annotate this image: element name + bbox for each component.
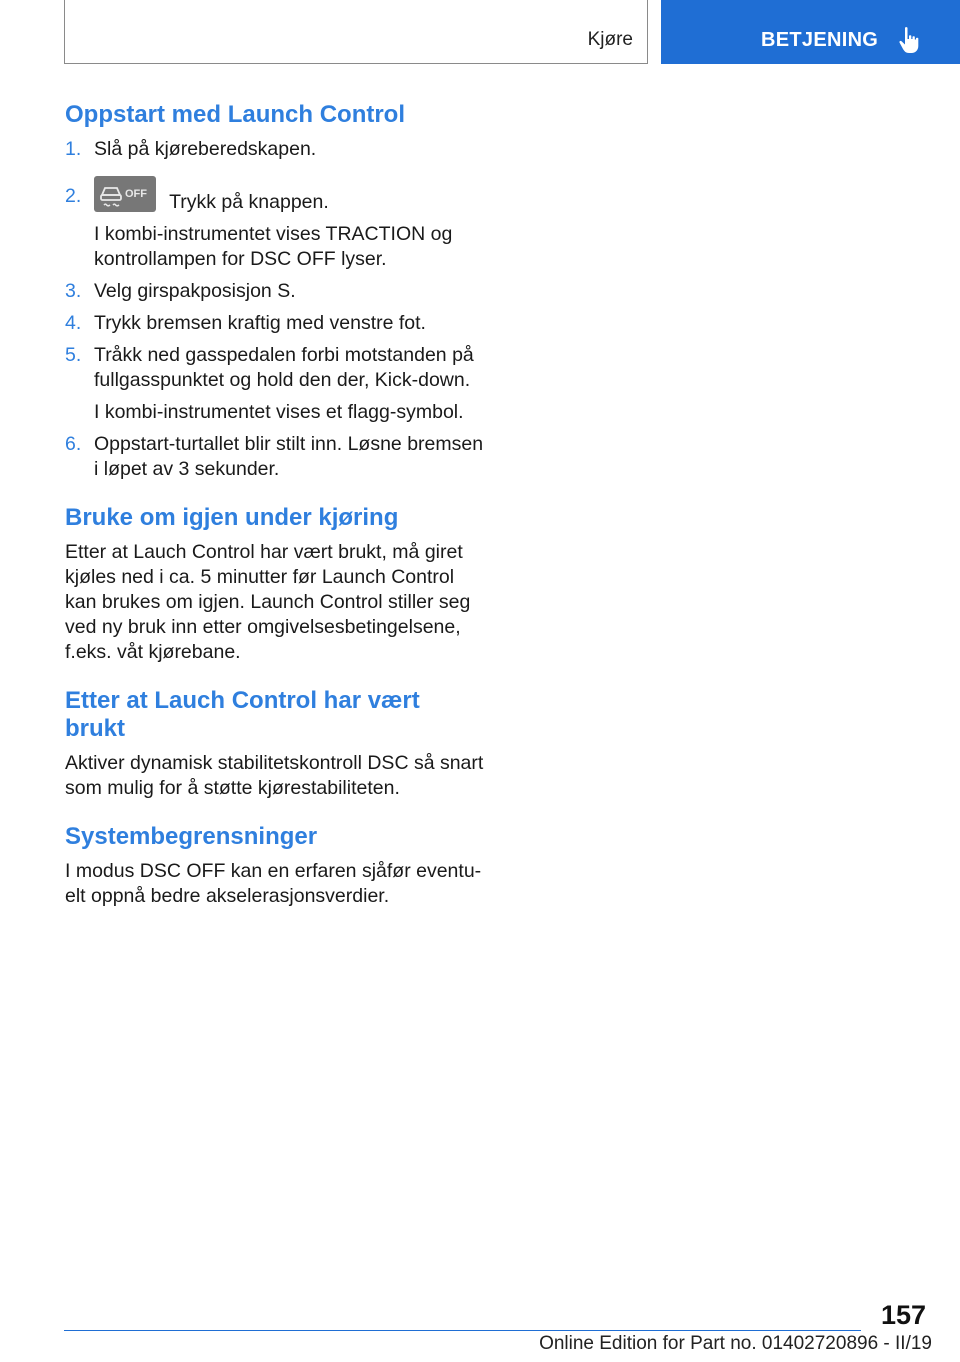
section-system-limits	[65, 823, 485, 909]
step-text: Trykk på knappen.	[169, 191, 329, 213]
step-text: Tråkk ned gasspedalen forbi motstanden på fullgasspunktet og hold den der, Kick-down.	[94, 344, 474, 391]
list-item	[65, 432, 485, 482]
section-title-launch-control: Oppstart med Launch Control	[65, 101, 406, 128]
step-number: 3.	[65, 280, 82, 302]
step-subtext: I kombi-instrumentet vises et flagg-symbol.	[94, 401, 464, 423]
launch-steps-list	[65, 137, 485, 482]
header-section-box	[64, 0, 648, 64]
step-number: 5.	[65, 344, 82, 366]
section-title-after-use: Etter at Lauch Control har vært brukt	[65, 687, 420, 742]
step-text: Velg girspakposisjon S.	[94, 280, 296, 302]
step-subtext: I kombi-instrumentet vises TRACTION og kontrollampen for DSC OFF lyser.	[94, 223, 453, 270]
header-chapter-label: BETJENING	[761, 29, 879, 51]
list-item	[65, 279, 485, 304]
list-item	[65, 137, 485, 162]
step-text: Trykk bremsen kraftig med venstre fot.	[94, 312, 426, 334]
footer-edition: Online Edition for Part no. 01402720896 - II/19	[539, 1333, 932, 1354]
list-item	[65, 311, 485, 336]
step-text: Oppstart-turtallet blir stilt inn. Løsne bremsen i løpet av 3 sekunder.	[94, 433, 484, 480]
dsc-button-label: OFF	[125, 188, 147, 200]
section-body: I modus DSC OFF kan en erfaren sjåfør eventu-elt oppnå bedre akselerasjonsverdier.	[65, 860, 482, 907]
header-chapter-tab[interactable]	[661, 0, 960, 64]
step-number: 1.	[65, 138, 82, 160]
step-number: 4.	[65, 312, 82, 334]
section-reuse	[65, 504, 485, 665]
page-number: 157	[880, 1300, 926, 1330]
pointing-hand-icon	[897, 26, 921, 54]
dsc-off-button	[94, 176, 156, 212]
section-title-system-limits: Systembegrensninger	[65, 823, 318, 850]
step-number: 2.	[65, 185, 82, 207]
dsc-traction-icon	[94, 176, 156, 212]
section-body: Aktiver dynamisk stabilitetskontroll DSC så snart som mulig for å støtte kjørestabiliteten.	[65, 752, 484, 799]
header-section-title: Kjøre	[587, 29, 633, 50]
list-item	[65, 343, 485, 425]
section-after-use	[65, 687, 485, 801]
footer-divider	[64, 1330, 861, 1331]
step-number: 6.	[65, 433, 82, 455]
page-content	[65, 101, 485, 909]
step-text: Slå på kjøreberedskapen.	[94, 138, 317, 160]
list-item	[65, 176, 485, 272]
section-title-reuse: Bruke om igjen under kjøring	[65, 504, 399, 531]
section-body: Etter at Lauch Control har vært brukt, må giret kjøles ned i ca. 5 minutter før Launch Control kan brukes om igjen. Launch Control stiller seg ved ny bruk inn etter omgivelsesbetingelsene, f.eks. våt kjørebane.	[65, 541, 471, 663]
